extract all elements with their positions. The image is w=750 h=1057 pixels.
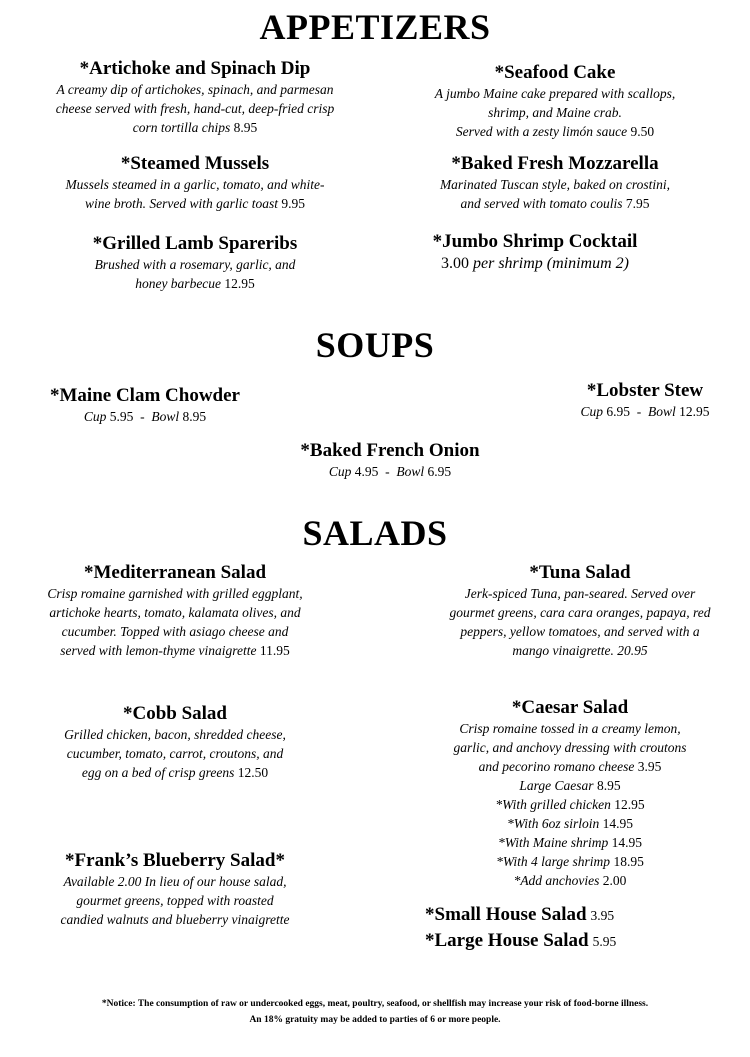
salads-title: SALADS <box>302 513 448 553</box>
item-price: 9.50 <box>630 124 655 139</box>
item-name: *Frank’s Blueberry Salad* <box>65 850 285 871</box>
soups-title: SOUPS <box>315 325 435 365</box>
item-description: Marinated Tuscan style, baked on crostini, and served with tomato coulis 7.95 <box>439 177 671 211</box>
menu-item-cobb-salad <box>15 703 335 782</box>
item-price: 12.95 <box>224 276 255 291</box>
item-name: *Seafood Cake <box>494 62 616 83</box>
footer-notice <box>0 996 750 1028</box>
notice-line-2: An 18% gratuity may be added to parties of 6 or more people. <box>249 1015 501 1025</box>
notice-line-1: *Notice: The consumption of raw or undercooked eggs, meat, poultry, seafood, or shellfish may increase your risk of food-borne illness. <box>101 999 649 1009</box>
item-price: 3.00 <box>441 255 469 272</box>
menu-item-blueberry-salad <box>15 850 335 929</box>
item-description: Crisp romaine tossed in a creamy lemon, garlic, and anchovy dressing with croutons and pecorino romano cheese 3.95 Large Caesar 8.95 *With grilled chicken 12.95 *With 6oz sirloin 14.95 *With Maine shrimp 14.95 *With 4 large shrimp 18.95 *Add anchovies 2.00 <box>420 719 720 890</box>
item-price: 12.50 <box>237 765 269 780</box>
menu-item-clam-chowder <box>20 385 270 426</box>
item-name: *Artichoke and Spinach Dip <box>79 58 311 79</box>
item-description: Crisp romaine garnished with grilled eggplant, artichoke hearts, tomato, kalamata olives, and cucumber. Topped with asiago cheese and served with lemon-thyme vinaigrette 11.95 <box>47 586 303 658</box>
item-price: 3.95 <box>637 759 662 774</box>
item-prices: Cup 5.95 - Bowl 8.95 <box>83 409 207 424</box>
menu-item-caesar-salad <box>420 697 720 890</box>
item-description: Brushed with a rosemary, garlic, and honey barbecue 12.95 <box>94 257 296 291</box>
menu-item-lamb-spareribs <box>20 233 370 293</box>
item-name: *Grilled Lamb Spareribs <box>92 233 298 254</box>
item-description: Available 2.00 In lieu of our house salad, gourmet greens, topped with roasted candied walnuts and blueberry vinaigrette <box>60 874 290 927</box>
item-name: *Baked Fresh Mozzarella <box>451 153 659 174</box>
caesar-option-sirloin: *With 6oz sirloin 14.95 <box>506 816 633 831</box>
item-name: *Baked French Onion <box>300 440 480 461</box>
item-price: 9.95 <box>281 196 305 211</box>
menu-item-baked-mozzarella <box>385 153 725 213</box>
item-name: *Large House Salad <box>425 930 589 951</box>
caesar-option-maine-shrimp: *With Maine shrimp 14.95 <box>498 835 642 850</box>
caesar-option-chicken: *With grilled chicken 12.95 <box>495 797 645 812</box>
item-description: Jerk-spiced Tuna, pan-seared. Served over gourmet greens, cara cara oranges, papaya, red peppers, yellow tomatoes, and served with a mango vinaigrette. 20.95 <box>449 586 711 658</box>
item-description: A jumbo Maine cake prepared with scallops, shrimp, and Maine crab. Served with a zesty limón sauce 9.50 <box>434 86 676 139</box>
item-name: *Jumbo Shrimp Cocktail <box>432 231 638 252</box>
item-price: 8.95 <box>233 120 258 135</box>
item-description: A creamy dip of artichokes, spinach, and parmesan cheese served with fresh, hand-cut, deep-fried crisp corn tortilla chips 8.95 <box>55 82 335 135</box>
caesar-option-large-shrimp: *With 4 large shrimp 18.95 <box>496 854 644 869</box>
item-name: *Cobb Salad <box>122 703 228 724</box>
item-prices: Cup 4.95 - Bowl 6.95 <box>328 464 452 479</box>
menu-item-tuna-salad <box>420 562 740 660</box>
caesar-option-anchovies: *Add anchovies 2.00 <box>513 873 627 888</box>
caesar-option-large: Large Caesar 8.95 <box>519 778 621 793</box>
menu-item-french-onion <box>265 440 515 481</box>
menu-item-mediterranean-salad <box>15 562 335 660</box>
menu-item-lobster-stew <box>545 380 745 421</box>
item-name: *Lobster Stew <box>586 380 704 401</box>
item-prices: Cup 6.95 - Bowl 12.95 <box>580 404 710 419</box>
item-price: 5.95 <box>592 934 617 949</box>
menu-item-steamed-mussels <box>20 153 370 213</box>
menu-item-shrimp-cocktail <box>385 231 685 275</box>
item-name: *Tuna Salad <box>529 562 631 583</box>
menu-item-large-house-salad <box>425 929 616 953</box>
item-name: *Steamed Mussels <box>120 153 270 174</box>
item-price: 7.95 <box>625 196 650 211</box>
item-name: *Maine Clam Chowder <box>50 385 240 406</box>
appetizers-title: APPETIZERS <box>259 7 491 47</box>
item-name: *Caesar Salad <box>511 697 629 718</box>
item-price: 11.95 <box>259 643 290 658</box>
item-description: Grilled chicken, bacon, shredded cheese, cucumber, tomato, carrot, croutons, and egg on a bed of crisp greens 12.50 <box>64 727 286 780</box>
menu-item-artichoke-dip <box>20 58 370 137</box>
menu-item-small-house-salad <box>425 903 614 927</box>
item-name: *Small House Salad <box>425 904 587 925</box>
item-price: 3.95 <box>590 908 615 923</box>
menu-item-seafood-cake <box>385 62 725 141</box>
item-description: Mussels steamed in a garlic, tomato, and white- wine broth. Served with garlic toast 9.95 <box>65 177 325 211</box>
item-name: *Mediterranean Salad <box>83 562 267 583</box>
item-description: 3.00 per shrimp (minimum 2) <box>441 255 629 272</box>
